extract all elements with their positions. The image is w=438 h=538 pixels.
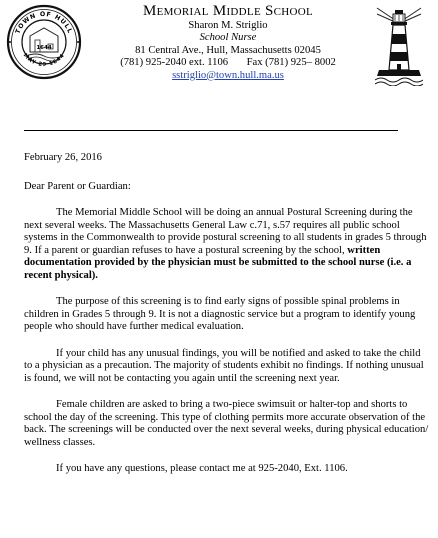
paragraph-1-text: The Memorial Middle School will be doing an annual Postural Screening during the next several weeks. The Massachusetts General Law c.71, s.57 requires all public school systems in the Commonwealth to provide postural screening to all students in grades 5 through 9. If a parent or guardian refuses to have a postural screening by the school, (24, 207, 427, 256)
svg-text:1644: 1644 (36, 45, 52, 51)
paragraph-1 (24, 207, 430, 282)
phone-number: (781) 925-2040 ext. 1106 (120, 57, 229, 69)
paragraph-1-bold: written documentation provided by the physician must be submitted to the school nurse (i.e. a recent physical). (24, 244, 412, 281)
letterhead (84, 3, 372, 82)
nurse-title: School Nurse (199, 32, 257, 44)
letter-body (24, 152, 430, 476)
salutation: Dear Parent or Guardian: (24, 180, 131, 192)
school-name: Memorial Middle School (142, 3, 314, 19)
paragraph-3: If your child has any unusual findings, you will be notified and asked to take the child to a physician as a precaution. The majority of students exhibit no findings. If nothing unusual is found, we will not be contacting you again until the screening next year. (24, 347, 424, 384)
lighthouse-logo (375, 4, 423, 86)
email-link[interactable]: sstriglio@town.hull.ma.us (172, 69, 284, 81)
paragraph-5: If you have any questions, please contact me at 925-2040, Ext. 1106. (56, 463, 348, 474)
paragraph-2: The purpose of this screening is to find early signs of possible spinal problems in children in Grades 5 through 9. It is not a diagnostic service but a program to identify young people who should have further medical evaluation. (24, 296, 416, 332)
fax-number: Fax (781) 925– 8002 (246, 57, 336, 69)
paragraph-4-rest: This type of clothing permits more accurate observation of the back. The screenings will be conducted over the next several weeks, during physical education/ wellness classes. (24, 411, 429, 448)
contact-line (84, 57, 372, 69)
svg-text:TOWN OF HULL: TOWN OF HULL (14, 10, 74, 35)
paragraph-4 (24, 399, 430, 449)
paragraph-4-text: Female children are asked to bring a two-piece swimsuit or halter-top and shorts to school the day of the screening. (24, 399, 408, 423)
letter-date: February 26, 2016 (24, 152, 102, 163)
town-seal-logo (6, 4, 82, 80)
svg-text:MAY 29 1644: MAY 29 1644 (21, 52, 67, 69)
school-address: 81 Central Ave., Hull, Massachusetts 02045 (135, 44, 321, 56)
header-divider (24, 130, 398, 131)
nurse-name: Sharon M. Striglio (188, 20, 268, 31)
